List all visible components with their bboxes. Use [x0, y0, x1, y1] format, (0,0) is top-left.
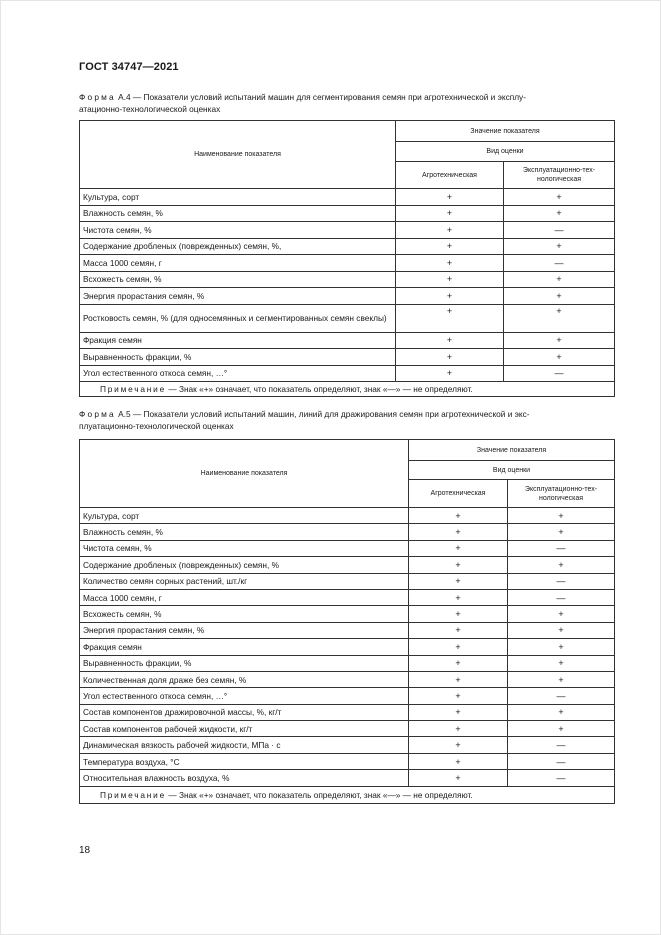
- table-row: [80, 655, 615, 671]
- agrotechnical-value: +: [396, 222, 504, 239]
- table-row: [80, 639, 615, 655]
- table-row: [80, 671, 615, 687]
- agrotechnical-value: +: [396, 255, 504, 272]
- indicator-name: Угол естественного откоса семян, …°: [80, 365, 396, 382]
- col-header-operational: Эксплуатационно-тех- нологическая: [508, 480, 615, 508]
- table-row: [80, 540, 615, 556]
- indicator-name: Количественная доля драже без семян, %: [80, 671, 409, 687]
- agrotechnical-value: +: [396, 349, 504, 366]
- table-row: [80, 606, 615, 622]
- indicator-name: Культура, сорт: [80, 508, 409, 524]
- operational-value: +: [504, 238, 615, 255]
- operational-value: —: [504, 222, 615, 239]
- operational-value: —: [508, 753, 615, 769]
- indicator-name: Фракция семян: [80, 332, 396, 349]
- operational-value: —: [508, 573, 615, 589]
- table-row: [80, 205, 615, 222]
- col-header-evaluation-type: Вид оценки: [409, 461, 615, 480]
- table-row: [80, 288, 615, 305]
- indicator-name: Угол естественного откоса семян, …°: [80, 688, 409, 704]
- col-header-agrotechnical: Агротехническая: [396, 162, 504, 189]
- indicator-name: Состав компонентов дражировочной массы, %, кг/т: [80, 704, 409, 720]
- operational-value: —: [504, 365, 615, 382]
- agrotechnical-value: +: [409, 540, 508, 556]
- agrotechnical-value: +: [409, 557, 508, 573]
- table-row: [80, 753, 615, 769]
- indicator-name: Фракция семян: [80, 639, 409, 655]
- agrotechnical-value: +: [396, 189, 504, 206]
- document-standard-id: ГОСТ 34747—2021: [79, 61, 179, 73]
- indicator-name: Ростковость семян, % (для односемянных и сегментированных семян свеклы): [80, 304, 396, 332]
- indicator-name: Количество семян сорных растений, шт./кг: [80, 573, 409, 589]
- operational-value: +: [508, 704, 615, 720]
- table-row: [80, 524, 615, 540]
- table-row: [80, 573, 615, 589]
- table-row: [80, 737, 615, 753]
- operational-value: +: [504, 205, 615, 222]
- col-header-value: Значение показателя: [396, 121, 615, 142]
- operational-value: +: [508, 721, 615, 737]
- operational-value: +: [508, 639, 615, 655]
- operational-value: —: [508, 770, 615, 786]
- indicator-name: Влажность семян, %: [80, 205, 396, 222]
- table-row: [80, 704, 615, 720]
- form-a5-caption-line2: плуатационно-технологической оценках: [79, 421, 234, 431]
- agrotechnical-value: +: [396, 238, 504, 255]
- indicator-name: Энергия прорастания семян, %: [80, 622, 409, 638]
- agrotechnical-value: +: [409, 606, 508, 622]
- form-a4-table: [79, 120, 615, 397]
- table-row: [80, 189, 615, 206]
- operational-value: +: [504, 304, 615, 332]
- operational-value: +: [508, 508, 615, 524]
- agrotechnical-value: +: [409, 655, 508, 671]
- indicator-name: Всхожесть семян, %: [80, 271, 396, 288]
- operational-value: +: [504, 349, 615, 366]
- agrotechnical-value: +: [409, 688, 508, 704]
- agrotechnical-value: +: [396, 288, 504, 305]
- agrotechnical-value: +: [409, 770, 508, 786]
- indicator-name: Динамическая вязкость рабочей жидкости, МПа · с: [80, 737, 409, 753]
- operational-value: +: [508, 557, 615, 573]
- indicator-name: Влажность семян, %: [80, 524, 409, 540]
- table-row: [80, 557, 615, 573]
- col-header-operational: Эксплуатационно-тех- нологическая: [504, 162, 615, 189]
- operational-value: +: [508, 655, 615, 671]
- agrotechnical-value: +: [409, 622, 508, 638]
- table-row: [80, 304, 615, 332]
- table-row: [80, 688, 615, 704]
- agrotechnical-value: +: [409, 704, 508, 720]
- indicator-name: Содержание дробленых (поврежденных) семян, %,: [80, 238, 396, 255]
- form-a5-label: Форма: [79, 409, 116, 419]
- operational-value: —: [504, 255, 615, 272]
- agrotechnical-value: +: [409, 573, 508, 589]
- agrotechnical-value: +: [409, 524, 508, 540]
- agrotechnical-value: +: [409, 721, 508, 737]
- col-header-name: Наименование показателя: [80, 121, 396, 189]
- table-row: [80, 255, 615, 272]
- indicator-name: Состав компонентов рабочей жидкости, кг/т: [80, 721, 409, 737]
- indicator-name: Всхожесть семян, %: [80, 606, 409, 622]
- agrotechnical-value: +: [396, 205, 504, 222]
- operational-value: +: [504, 189, 615, 206]
- form-a4-label: Форма: [79, 92, 116, 102]
- agrotechnical-value: +: [396, 271, 504, 288]
- indicator-name: Температура воздуха, °С: [80, 753, 409, 769]
- table-row: [80, 238, 615, 255]
- operational-value: +: [508, 606, 615, 622]
- form-a5-table: [79, 439, 615, 804]
- form-a4-caption-text: А.4 — Показатели условий испытаний машин для сегментирования семян при агротехнической и эксплу-: [115, 92, 526, 102]
- agrotechnical-value: +: [396, 365, 504, 382]
- table-row: [80, 332, 615, 349]
- operational-value: +: [508, 671, 615, 687]
- indicator-name: Масса 1000 семян, г: [80, 255, 396, 272]
- agrotechnical-value: +: [409, 639, 508, 655]
- form-a5-rows: [80, 508, 615, 787]
- indicator-name: Выравненность фракции, %: [80, 349, 396, 366]
- operational-value: —: [508, 737, 615, 753]
- form-a5-note: Примечание — Знак «+» означает, что показатель определяют, знак «—» — не определяют.: [80, 786, 615, 803]
- col-header-evaluation-type: Вид оценки: [396, 142, 615, 162]
- agrotechnical-value: +: [409, 753, 508, 769]
- table-row: [80, 349, 615, 366]
- form-a4-caption-line2: атационно-технологической оценках: [79, 104, 221, 114]
- table-row: [80, 271, 615, 288]
- form-a4-rows: [80, 189, 615, 382]
- col-header-name: Наименование показателя: [80, 440, 409, 508]
- operational-value: +: [508, 524, 615, 540]
- agrotechnical-value: +: [396, 332, 504, 349]
- agrotechnical-value: +: [409, 589, 508, 605]
- agrotechnical-value: +: [409, 508, 508, 524]
- table-row: [80, 770, 615, 786]
- indicator-name: Чистота семян, %: [80, 222, 396, 239]
- col-header-value: Значение показателя: [409, 440, 615, 461]
- agrotechnical-value: +: [409, 671, 508, 687]
- operational-value: +: [508, 622, 615, 638]
- operational-value: +: [504, 288, 615, 305]
- table-row: [80, 508, 615, 524]
- operational-value: —: [508, 688, 615, 704]
- table-row: [80, 622, 615, 638]
- form-a5-caption: [79, 408, 614, 432]
- operational-value: +: [504, 332, 615, 349]
- indicator-name: Выравненность фракции, %: [80, 655, 409, 671]
- form-a5-caption-text: А.5 — Показатели условий испытаний машин, линий для дражирования семян при агротехнической и экс-: [115, 409, 530, 419]
- table-row: [80, 721, 615, 737]
- agrotechnical-value: +: [396, 304, 504, 332]
- table-row: [80, 222, 615, 239]
- table-row: [80, 589, 615, 605]
- form-a4-caption: [79, 91, 614, 115]
- form-a4-note: Примечание — Знак «+» означает, что показатель определяют, знак «—» — не определяют.: [80, 382, 615, 397]
- indicator-name: Чистота семян, %: [80, 540, 409, 556]
- table-row: [80, 365, 615, 382]
- indicator-name: Энергия прорастания семян, %: [80, 288, 396, 305]
- indicator-name: Масса 1000 семян, г: [80, 589, 409, 605]
- operational-value: —: [508, 540, 615, 556]
- page-number: 18: [79, 845, 91, 856]
- indicator-name: Относительная влажность воздуха, %: [80, 770, 409, 786]
- agrotechnical-value: +: [409, 737, 508, 753]
- indicator-name: Содержание дробленых (поврежденных) семян, %: [80, 557, 409, 573]
- operational-value: —: [508, 589, 615, 605]
- indicator-name: Культура, сорт: [80, 189, 396, 206]
- col-header-agrotechnical: Агротехническая: [409, 480, 508, 508]
- operational-value: +: [504, 271, 615, 288]
